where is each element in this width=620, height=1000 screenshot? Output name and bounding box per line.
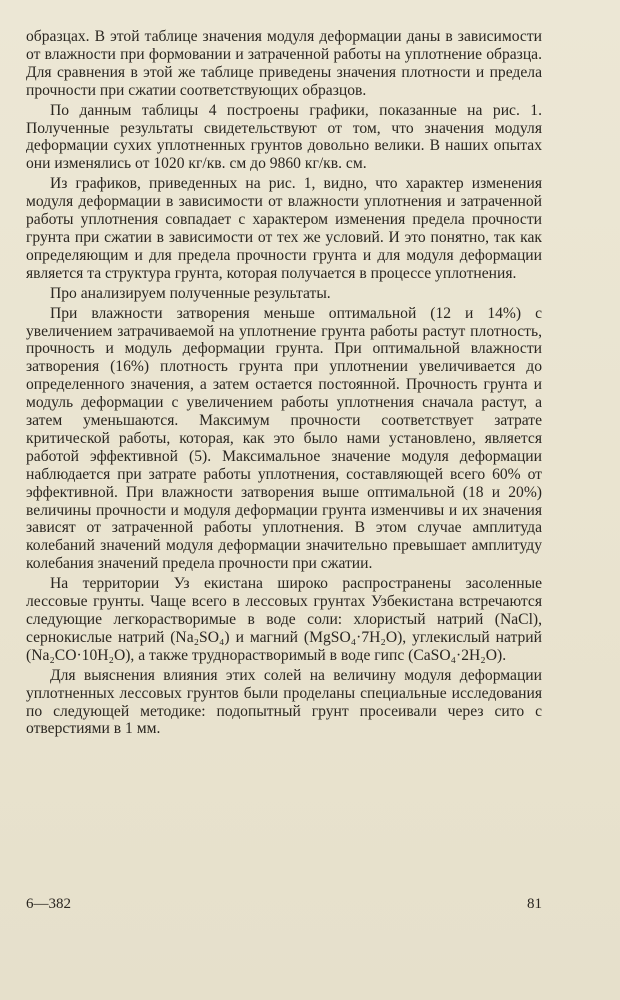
page-number: 81 bbox=[527, 896, 542, 912]
paragraph-4: Про анализируем полученные результаты. bbox=[50, 284, 331, 302]
paragraph-2: По данным таблицы 4 построены графики, показанные на рис. 1. Полученные результаты свидетельствуют от том, что значения модуля деформации сухих уплотненных грунтов довольно велики. В наших опытах они изменялись от 1020 кг/кв. см до 9860 кг/кв. см. bbox=[26, 101, 542, 173]
paragraph-1: образцах. В этой таблице значения модуля деформации даны в зависимости от влажности при формовании и затраченной работы на уплотнение образца. Для сравнения в этой же таблице приведены значения плотности и предела прочности при сжатии соответствующих образцов. bbox=[26, 28, 542, 99]
page-footer bbox=[26, 896, 542, 913]
body-text bbox=[26, 28, 542, 740]
printer-signature: 6—382 bbox=[26, 896, 71, 912]
paragraph-3: Из графиков, приведенных на рис. 1, видно, что характер изменения модуля деформации в зависимости от влажности уплотнения и затраченной работы уплотнения совпадает с характером изменения предела прочности грунта при сжатии в зависимости от тех же условий. И это понятно, так как определяющим и для предела прочности грунта и для модуля деформации является та структура грунта, которая получается в процессе уплотнения. bbox=[26, 175, 542, 282]
paragraph-6: На территории Уз екистана широко распространены засоленные лессовые грунты. Чаще всего в лессовых грунтах Узбекистана встречаются следующие легкорастворимые в воде соли: хлористый натрий (NaCl), сернокислые натрий (Na₂SO₄) и магний (MgSO₄·7H₂O), углекислый натрий (Na₂CO·10H₂O), а также труднорастворимый в воде гипс (CaSO₄·2H₂O). bbox=[26, 575, 542, 664]
paragraph-7: Для выяснения влияния этих солей на величину модуля деформации уплотненных лессовых грунтов были проделаны специальные исследования по следующей методике: подопытный грунт просеивали через сито с отверстиями в 1 мм. bbox=[26, 666, 542, 738]
paragraph-5: При влажности затворения меньше оптимальной (12 и 14%) с увеличением затрачиваемой на уплотнение грунта работы растут плотность, прочность и модуль деформации грунта. При оптимальной влажности затворения (16%) плотность грунта при уплотнении увеличивается до определенного значения, а затем остается постоянной. Прочность грунта и модуль деформации с увеличением работы уплотнения сначала растут, а затем уменьшаются. Максимум прочности соответствует затрате критической работы, которая, как это было нами установлено, является работой эффективной (5). Максимальное значение модуля деформации наблюдается при затрате работы уплотнения, составляющей всего 60% от эффективной. При влажности затворения выше оптимальной (18 и 20%) величины прочности и модуля деформации грунта изменчивы и их значения зависят от затраченной работы уплотнения. В этом случае амплитуда колебаний значений модуля деформации значительно превышает амплитуду колебания значений предела прочности при сжатии. bbox=[26, 304, 542, 573]
